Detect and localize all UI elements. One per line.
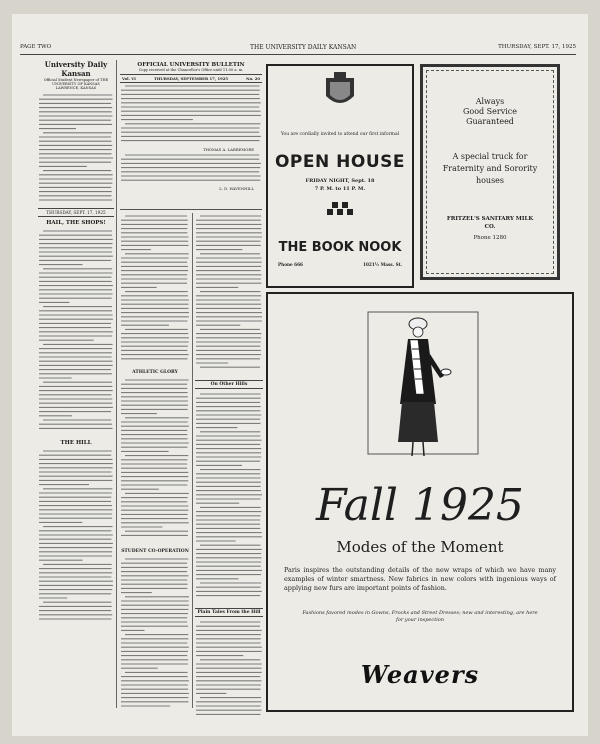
paper-subtitle: Official Student Newspaper of THE UNIVERSITY OF KANSAS [43, 78, 109, 86]
masthead: THE UNIVERSITY DAILY KANSAN [250, 44, 357, 51]
column-rule [192, 213, 193, 708]
text-lines [195, 391, 263, 601]
editorial-dateline: THURSDAY, SEPT. 17, 1925 [38, 208, 114, 217]
headline-plain-tales: Plain Tales From the Hill [195, 608, 263, 617]
bulletin-title: OFFICIAL UNIVERSITY BULLETIN [137, 62, 245, 68]
running-header [20, 42, 576, 55]
paper-location: LAWRENCE, KANSAS [55, 86, 97, 90]
editorial-column [38, 60, 114, 710]
crest-icon [268, 68, 412, 118]
milk-company-name: FRITZEL'S SANITARY MILK CO. [446, 216, 534, 230]
bulletin-signature-2: L. D. HAVENHILL [219, 186, 254, 191]
text-lines [120, 377, 190, 542]
bulletin-volume: Vol. VI [122, 76, 136, 81]
event-time: 7 P. M. to 11 P. M. [314, 186, 366, 192]
text-lines [195, 213, 263, 373]
staff-list-lines [38, 92, 114, 202]
middle-column-1 [120, 213, 190, 708]
middle-column-2 [195, 213, 263, 708]
bulletin-text-lines-2 [120, 152, 262, 182]
bulletin-signature-1: THOMAS A. LARREMORE [203, 147, 254, 152]
checker-ornament-icon [268, 200, 412, 224]
column-rule [116, 60, 117, 708]
text-lines [120, 213, 190, 363]
book-nook-address: 1021½ Mass. St. [363, 262, 402, 267]
milk-line-3: Guaranteed [466, 117, 514, 126]
page-number: PAGE TWO [20, 44, 52, 50]
weavers-body: Paris inspires the outstanding details of the new wraps of which we have many examples of winter smartness. New fabrics in new colors with ingenious ways of applying new furs are important points of fashion. [284, 566, 556, 592]
official-bulletin [120, 62, 262, 207]
editorial-text-lines [38, 228, 114, 433]
milk-line-1: Always [475, 97, 505, 106]
header-date: THURSDAY, SEPT. 17, 1925 [498, 44, 576, 50]
fashion-illustration-icon [268, 294, 572, 494]
open-house-headline: OPEN HOUSE [274, 152, 405, 172]
invite-text: You are cordially invited to attend our first informal [280, 132, 400, 137]
bulletin-notice: Copy received at the Chancellor's Office until 11:00 a. m. [138, 68, 244, 72]
text-lines [120, 556, 190, 711]
milk-company-ad [420, 64, 560, 280]
bulletin-day: THURSDAY, SEPTEMBER 17, 1925 [154, 76, 229, 81]
book-nook-phone: Phone 666 [278, 262, 303, 267]
milk-line-2: Good Service [462, 107, 518, 116]
headline-athletic-glory: ATHLETIC GLORY [132, 370, 178, 375]
book-nook-ad [266, 64, 414, 288]
event-date: FRIDAY NIGHT, Sept. 18 [305, 178, 375, 184]
text-lines [195, 619, 263, 719]
weavers-ad [266, 292, 574, 712]
headline-other-hills: On Other Hills [195, 380, 263, 389]
editorial-headline-hill: THE HILL [60, 440, 92, 446]
modes-subhead: Modes of the Moment [336, 538, 504, 556]
milk-body: A special truck for Fraternity and Sorority houses [442, 152, 538, 185]
fall-headline: Fall 1925 [316, 480, 524, 531]
milk-phone: Phone 1280 [473, 235, 507, 241]
editorial-text-lines-2 [38, 448, 114, 623]
paper-title: University Daily Kansan [44, 60, 108, 78]
book-nook-name: THE BOOK NOOK [278, 240, 402, 255]
bulletin-volume-bar [120, 74, 262, 83]
bulletin-rule [120, 209, 262, 210]
editorial-headline-shops: HAIL, THE SHOPS! [46, 220, 106, 226]
bulletin-text-lines [120, 83, 262, 143]
weavers-logo: Weavers [360, 660, 480, 689]
weavers-footer: Fashions favored modes in Gowns, Frocks and Street Dresses; new and interesting, are here for your inspection [302, 610, 538, 623]
headline-student-cooperation: STUDENT CO-OPERATION [121, 549, 189, 554]
bulletin-number: No. 20 [246, 76, 260, 81]
